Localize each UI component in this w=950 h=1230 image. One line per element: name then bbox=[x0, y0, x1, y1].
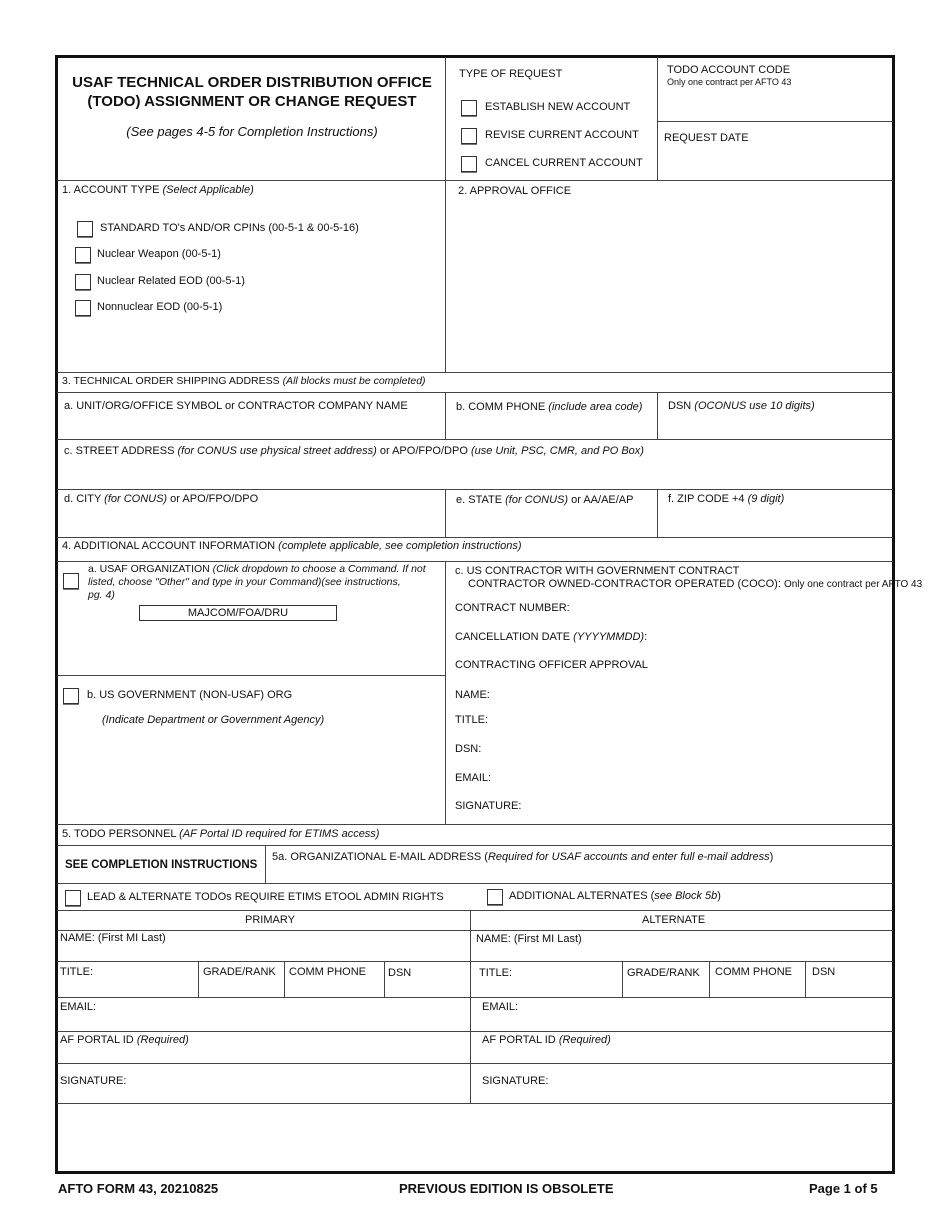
divider bbox=[657, 489, 658, 537]
additional-alternates-label: ADDITIONAL ALTERNATES (see Block 5b) bbox=[509, 890, 721, 902]
city-field[interactable]: d. CITY (for CONUS) or APO/FPO/DPO bbox=[64, 493, 259, 505]
option-label: ESTABLISH NEW ACCOUNT bbox=[485, 101, 631, 113]
divider bbox=[57, 372, 893, 373]
divider bbox=[265, 845, 266, 883]
co-dsn-field[interactable]: DSN: bbox=[455, 743, 482, 755]
majcom-dropdown[interactable]: MAJCOM/FOA/DRU bbox=[139, 605, 337, 621]
alternate-header: ALTERNATE bbox=[642, 914, 706, 926]
nuclear-weapon-checkbox[interactable] bbox=[75, 247, 91, 263]
contracting-officer-approval-label: CONTRACTING OFFICER APPROVAL bbox=[455, 659, 648, 671]
divider bbox=[709, 961, 710, 997]
divider bbox=[57, 1063, 893, 1064]
divider bbox=[384, 961, 385, 997]
zip-code-field[interactable]: f. ZIP CODE +4 (9 digit) bbox=[668, 493, 785, 505]
primary-portal-id-field[interactable]: AF PORTAL ID (Required) bbox=[60, 1034, 189, 1046]
street-address-field[interactable]: c. STREET ADDRESS (for CONUS use physical street address) or APO/FPO/DPO (use Unit, PSC, CMR, and PO Box) bbox=[64, 445, 644, 457]
page-number: Page 1 of 5 bbox=[809, 1181, 878, 1196]
org-email-field[interactable]: 5a. ORGANIZATIONAL E-MAIL ADDRESS (Required for USAF accounts and enter full e-mail address) bbox=[272, 851, 774, 863]
primary-title-field[interactable]: TITLE: bbox=[60, 966, 94, 978]
alternate-comm-phone-field[interactable]: COMM PHONE bbox=[715, 966, 792, 978]
divider bbox=[57, 1031, 893, 1032]
cancellation-date-field[interactable]: CANCELLATION DATE (YYYYMMDD): bbox=[455, 631, 648, 643]
divider bbox=[57, 961, 893, 962]
form-number: AFTO FORM 43, 20210825 bbox=[58, 1181, 219, 1196]
co-title-field[interactable]: TITLE: bbox=[455, 714, 489, 726]
state-field[interactable]: e. STATE (for CONUS) or AA/AE/AP bbox=[456, 494, 634, 506]
divider bbox=[470, 910, 471, 1103]
divider bbox=[657, 392, 658, 439]
contract-number-field[interactable]: CONTRACT NUMBER: bbox=[455, 602, 570, 614]
primary-signature-field[interactable]: SIGNATURE: bbox=[60, 1075, 127, 1087]
divider bbox=[657, 121, 893, 122]
revise-current-account-checkbox[interactable] bbox=[461, 128, 477, 144]
divider bbox=[57, 180, 893, 181]
primary-dsn-field[interactable]: DSN bbox=[388, 967, 412, 979]
option-label: STANDARD TO's AND/OR CPINs (00-5-1 & 00-5-16) bbox=[100, 222, 359, 234]
primary-name-field[interactable]: NAME: (First MI Last) bbox=[60, 932, 166, 944]
us-government-label: b. US GOVERNMENT (NON-USAF) ORG bbox=[87, 689, 293, 701]
divider bbox=[57, 439, 893, 440]
primary-grade-field[interactable]: GRADE/RANK bbox=[203, 966, 276, 978]
dsn-field[interactable]: DSN (OCONUS use 10 digits) bbox=[668, 400, 815, 412]
option-label: CANCEL CURRENT ACCOUNT bbox=[485, 157, 643, 169]
divider bbox=[57, 675, 445, 676]
divider bbox=[57, 537, 893, 538]
standard-to-checkbox[interactable] bbox=[77, 221, 93, 237]
divider bbox=[57, 930, 893, 931]
alternate-email-field[interactable]: EMAIL: bbox=[482, 1001, 519, 1013]
account-code-note: Only one contract per AFTO 43 bbox=[667, 77, 792, 87]
see-instructions-label: SEE COMPLETION INSTRUCTIONS bbox=[65, 859, 258, 871]
divider bbox=[445, 57, 446, 372]
account-code-label: TODO ACCOUNT CODE bbox=[667, 64, 791, 76]
approval-office-label: 2. APPROVAL OFFICE bbox=[458, 185, 572, 197]
account-type-label: 1. ACCOUNT TYPE (Select Applicable) bbox=[62, 184, 254, 196]
primary-comm-phone-field[interactable]: COMM PHONE bbox=[289, 966, 366, 978]
divider bbox=[657, 57, 658, 180]
divider bbox=[57, 824, 893, 825]
type-of-request-label: TYPE OF REQUEST bbox=[459, 68, 563, 80]
todo-personnel-label: 5. TODO PERSONNEL (AF Portal ID required for ETIMS access) bbox=[62, 828, 380, 840]
etims-admin-label: LEAD & ALTERNATE TODOs REQUIRE ETIMS ETOOL ADMIN RIGHTS bbox=[87, 891, 444, 903]
nonnuclear-eod-checkbox[interactable] bbox=[75, 300, 91, 316]
alternate-grade-field[interactable]: GRADE/RANK bbox=[627, 967, 700, 979]
usaf-org-label: a. USAF ORGANIZATION (Click dropdown to choose a Command. If not listed, choose "Other" and type in your Command)(see instructions, pg. 4) bbox=[88, 563, 426, 601]
alternate-title-field[interactable]: TITLE: bbox=[479, 967, 513, 979]
unit-org-field[interactable]: a. UNIT/ORG/OFFICE SYMBOL or CONTRACTOR COMPANY NAME bbox=[64, 400, 408, 412]
divider bbox=[445, 392, 446, 439]
divider bbox=[57, 1103, 893, 1104]
divider bbox=[57, 392, 893, 393]
additional-alternates-checkbox[interactable] bbox=[487, 889, 503, 905]
additional-info-label: 4. ADDITIONAL ACCOUNT INFORMATION (complete applicable, see completion instructions) bbox=[62, 540, 522, 552]
form-title: USAF TECHNICAL ORDER DISTRIBUTION OFFICE (TODO) ASSIGNMENT OR CHANGE REQUEST bbox=[72, 74, 432, 110]
option-label: Nuclear Related EOD (00-5-1) bbox=[97, 275, 245, 287]
primary-email-field[interactable]: EMAIL: bbox=[60, 1001, 97, 1013]
form-subtitle: (See pages 4-5 for Completion Instructions) bbox=[126, 124, 378, 139]
us-contractor-label: c. US CONTRACTOR WITH GOVERNMENT CONTRACT bbox=[455, 565, 740, 577]
divider bbox=[284, 961, 285, 997]
cancel-current-account-checkbox[interactable] bbox=[461, 156, 477, 172]
alternate-portal-id-field[interactable]: AF PORTAL ID (Required) bbox=[482, 1034, 611, 1046]
divider bbox=[57, 489, 893, 490]
option-label: Nuclear Weapon (00-5-1) bbox=[97, 248, 221, 260]
divider bbox=[445, 489, 446, 537]
nuclear-related-eod-checkbox[interactable] bbox=[75, 274, 91, 290]
divider bbox=[198, 961, 199, 997]
divider bbox=[805, 961, 806, 997]
divider bbox=[445, 561, 446, 824]
comm-phone-field[interactable]: b. COMM PHONE (include area code) bbox=[456, 401, 643, 413]
shipping-address-label: 3. TECHNICAL ORDER SHIPPING ADDRESS (All blocks must be completed) bbox=[62, 375, 426, 387]
request-date-label: REQUEST DATE bbox=[664, 132, 749, 144]
divider bbox=[57, 845, 893, 846]
edition-notice: PREVIOUS EDITION IS OBSOLETE bbox=[399, 1181, 614, 1196]
divider bbox=[57, 561, 893, 562]
divider bbox=[57, 997, 893, 998]
primary-header: PRIMARY bbox=[245, 914, 295, 926]
divider bbox=[57, 883, 893, 884]
usaf-org-checkbox[interactable] bbox=[63, 573, 79, 589]
option-label: Nonnuclear EOD (00-5-1) bbox=[97, 301, 223, 313]
alternate-signature-field[interactable]: SIGNATURE: bbox=[482, 1075, 549, 1087]
us-government-checkbox[interactable] bbox=[63, 688, 79, 704]
us-government-note: (Indicate Department or Government Agency) bbox=[102, 714, 325, 726]
alternate-name-field[interactable]: NAME: (First MI Last) bbox=[476, 933, 582, 945]
co-name-field[interactable]: NAME: bbox=[455, 689, 490, 701]
divider bbox=[57, 910, 893, 911]
etims-admin-checkbox[interactable] bbox=[65, 890, 81, 906]
establish-new-account-checkbox[interactable] bbox=[461, 100, 477, 116]
divider bbox=[622, 961, 623, 997]
option-label: REVISE CURRENT ACCOUNT bbox=[485, 129, 639, 141]
coco-label: CONTRACTOR OWNED-CONTRACTOR OPERATED (COCO): Only one contract per AFTO 43 bbox=[468, 578, 923, 590]
co-email-field[interactable]: EMAIL: bbox=[455, 772, 492, 784]
co-signature-field[interactable]: SIGNATURE: bbox=[455, 800, 522, 812]
alternate-dsn-field[interactable]: DSN bbox=[812, 966, 836, 978]
